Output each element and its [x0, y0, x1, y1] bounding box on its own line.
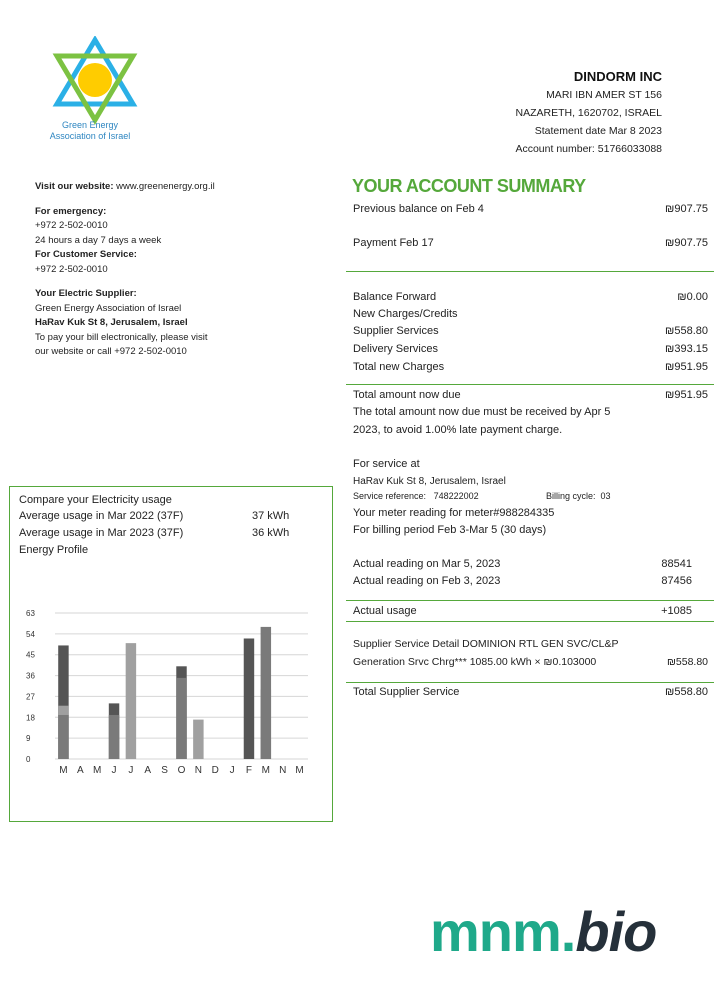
actual-reading-2-value: 87456: [661, 575, 692, 587]
divider: [346, 271, 714, 272]
bar: [58, 715, 68, 759]
usage-row-1-value: 37 kWh: [252, 510, 290, 522]
total-due-amount: ₪951.95: [665, 389, 708, 401]
spacer: [35, 277, 215, 287]
y-tick-label: 36: [26, 671, 35, 681]
actual-reading-2-label: Actual reading on Feb 3, 2023: [353, 575, 501, 587]
previous-balance-label: Previous balance on Feb 4: [353, 203, 484, 215]
website-label: Visit our website:: [35, 181, 114, 192]
total-new-charges-label: Total new Charges: [353, 361, 445, 373]
customer-service-phone: +972 2-502-0010: [35, 263, 108, 275]
total-supplier-label: Total Supplier Service: [353, 686, 460, 698]
bar: [244, 638, 254, 759]
bar: [176, 678, 186, 759]
x-tick-label: F: [245, 765, 253, 776]
y-tick-label: 54: [26, 629, 35, 639]
logo-caption: [30, 120, 150, 142]
divider: [346, 384, 714, 385]
pay-note-1: To pay your bill electronically, please visit: [35, 331, 208, 343]
supplier-label: Your Electric Supplier:: [35, 288, 137, 299]
bar: [193, 720, 203, 759]
divider: [346, 621, 714, 622]
logo-line-2: Association of Israel: [49, 131, 131, 141]
supplier-services-amount: ₪558.80: [665, 325, 708, 337]
total-supplier-amount: ₪558.80: [665, 686, 708, 698]
total-due-label: Total amount now due: [353, 389, 461, 401]
company-block: [515, 68, 662, 158]
x-tick-label: D: [211, 765, 219, 776]
customer-service-label: For Customer Service:: [35, 249, 137, 260]
brand-watermark: [430, 900, 656, 964]
supplier-name: Green Energy Association of Israel: [35, 302, 182, 314]
y-tick-label: 18: [26, 713, 35, 723]
bar: [109, 715, 119, 759]
y-tick-label: 63: [26, 609, 35, 618]
x-tick-label: M: [59, 765, 68, 776]
x-tick-label: N: [279, 765, 287, 776]
delivery-services-label: Delivery Services: [353, 343, 438, 355]
billing-cycle-value: 03: [600, 491, 611, 501]
supplier-services-label: Supplier Services: [353, 325, 439, 337]
website-row: [35, 180, 215, 195]
x-tick-label: M: [295, 765, 304, 776]
billing-cycle: [546, 489, 611, 504]
service-address: HaRav Kuk St 8, Jerusalem, Israel: [353, 476, 506, 487]
account-number: Account number: 51766033088: [515, 143, 662, 155]
usage-title: Compare your Electricity usage: [19, 494, 172, 506]
payment-amount: ₪907.75: [665, 237, 708, 249]
y-tick-label: 9: [26, 734, 31, 744]
energy-profile-label: Energy Profile: [19, 544, 89, 556]
emergency-hours: 24 hours a day 7 days a week: [35, 234, 162, 246]
x-tick-label: N: [194, 765, 202, 776]
delivery-services-amount: ₪393.15: [665, 343, 708, 355]
y-tick-label: 45: [26, 650, 35, 660]
supplier-detail-amount: ₪558.80: [666, 656, 708, 668]
summary-title: YOUR ACCOUNT SUMMARY: [352, 176, 586, 196]
x-tick-label: A: [76, 765, 84, 776]
company-address-2: NAZARETH, 1620702, ISRAEL: [515, 107, 662, 119]
usage-row-1-label: Average usage in Mar 2022 (37F): [19, 510, 184, 522]
meter-reading-text: Your meter reading for meter#988284335: [353, 507, 555, 519]
divider: [346, 600, 714, 601]
statement-date: Statement date Mar 8 2023: [534, 125, 662, 137]
service-reference: [353, 489, 479, 504]
x-tick-label: J: [128, 765, 134, 776]
brand-part-2: bio: [575, 900, 657, 963]
company-name: DINDORM INC: [573, 69, 662, 84]
billing-cycle-label: Billing cycle:: [546, 491, 596, 501]
payment-label: Payment Feb 17: [353, 237, 434, 249]
pay-note-2: our website or call +972 2-502-0010: [35, 346, 187, 357]
total-new-charges-amount: ₪951.95: [665, 361, 708, 373]
service-reference-value: 748222002: [433, 491, 479, 501]
energy-profile-chart: [10, 487, 330, 817]
x-tick-label: S: [161, 765, 168, 776]
actual-reading-1-value: 88541: [661, 558, 692, 570]
spacer: [35, 195, 215, 205]
previous-balance-amount: ₪907.75: [665, 203, 708, 215]
actual-usage-value: +1085: [661, 605, 692, 617]
brand-part-1: mnm.: [430, 900, 576, 963]
new-charges-label: New Charges/Credits: [353, 308, 458, 320]
actual-reading-1-label: Actual reading on Mar 5, 2023: [353, 558, 501, 570]
service-at-label: For service at: [353, 458, 420, 470]
supplier-detail-2: Generation Srvc Chrg*** 1085.00 kWh × ₪0.103000: [353, 656, 597, 668]
usage-comparison-box: [9, 486, 333, 822]
usage-row-2-label: Average usage in Mar 2023 (37F): [19, 527, 184, 539]
bar: [126, 643, 136, 759]
supplier-detail-1: Supplier Service Detail DOMINION RTL GEN SVC/CL&P: [353, 638, 619, 650]
balance-forward-amount: ₪0.00: [677, 291, 708, 303]
x-tick-label: J: [229, 765, 235, 776]
x-tick-label: J: [111, 765, 117, 776]
service-reference-label: Service reference:: [353, 491, 427, 501]
emergency-phone: +972 2-502-0010: [35, 220, 108, 231]
y-tick-label: 27: [26, 692, 35, 702]
company-address-1: MARI IBN AMER ST 156: [546, 89, 662, 101]
due-note-2: 2023, to avoid 1.00% late payment charge.: [353, 424, 563, 436]
divider: [346, 682, 714, 683]
usage-row-2-value: 36 kWh: [252, 527, 290, 539]
x-tick-label: M: [261, 765, 271, 776]
due-note-1: The total amount now due must be received by Apr 5: [353, 406, 611, 418]
contact-info: [35, 180, 215, 360]
website-link[interactable]: www.greenenergy.org.il: [116, 181, 215, 192]
billing-period: For billing period Feb 3-Mar 5 (30 days): [353, 524, 547, 536]
supplier-address: HaRav Kuk St 8, Jerusalem, Israel: [35, 317, 188, 328]
x-tick-label: O: [177, 765, 186, 776]
balance-forward-label: Balance Forward: [353, 291, 437, 303]
logo-line-1: Green Energy: [61, 120, 119, 130]
bar: [261, 627, 271, 759]
actual-usage-label: Actual usage: [353, 605, 417, 617]
y-tick-label: 0: [26, 755, 31, 764]
x-tick-label: M: [92, 765, 102, 776]
emergency-label: For emergency:: [35, 205, 107, 217]
x-tick-label: A: [144, 765, 152, 776]
